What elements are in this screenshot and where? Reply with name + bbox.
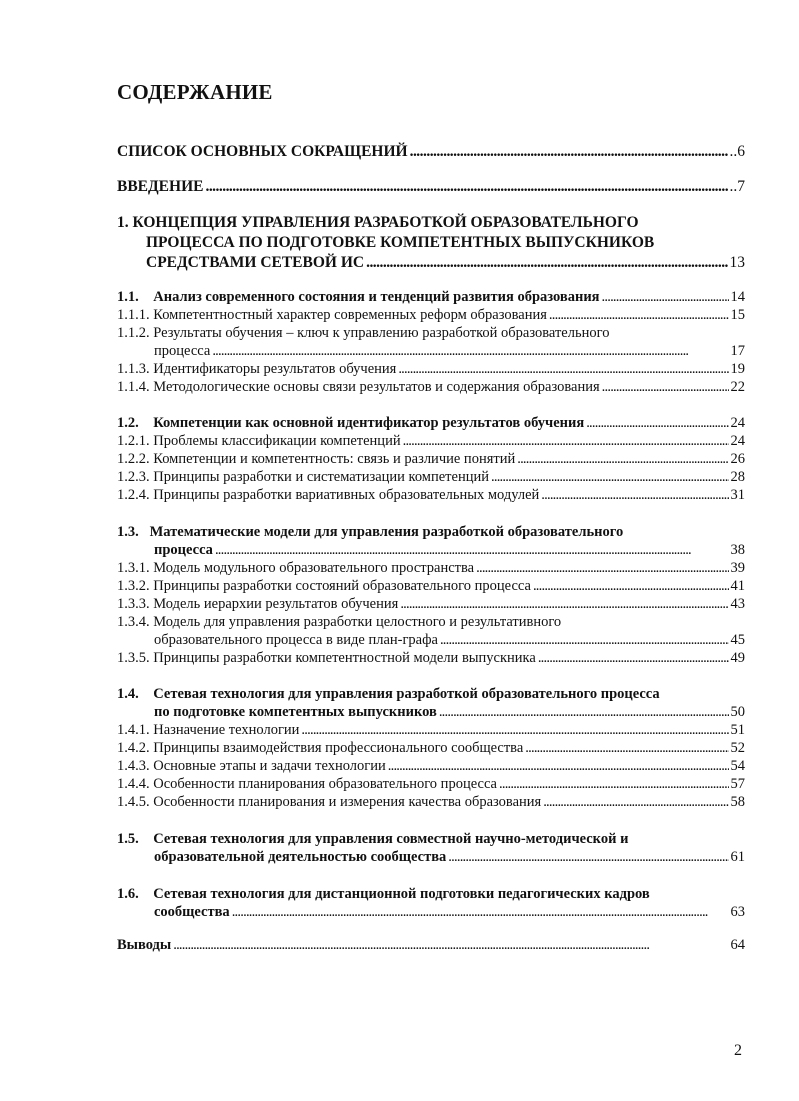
section-number: 1.2.	[117, 415, 139, 431]
toc-page-number: 49	[730, 650, 745, 666]
toc-page-number: 43	[730, 596, 745, 612]
leader-dots	[410, 143, 728, 161]
toc-entry-1-2[interactable]	[117, 414, 745, 432]
toc-entry-1-5[interactable]	[117, 830, 745, 866]
section-number: 1.6.	[117, 886, 139, 902]
toc-entry-1-1-1[interactable]	[117, 306, 745, 324]
leader-dots	[215, 541, 729, 559]
toc-page-number: 64	[730, 937, 745, 953]
toc-page-number: 50	[730, 704, 745, 720]
toc-entry-label: 1.2.3. Принципы разработки и систематизации компетенций	[117, 469, 489, 485]
toc-entry-1-4[interactable]	[117, 685, 745, 721]
toc-page-number: 58	[730, 794, 745, 810]
toc-entry-label-line2: сообщества	[154, 904, 230, 920]
section-number: 1.5.	[117, 831, 139, 847]
toc-section-number	[117, 414, 584, 432]
toc-entry-1-4-2[interactable]	[117, 739, 745, 757]
toc-page-number: 63	[730, 904, 745, 920]
toc-entry-label: 1.2.2. Компетенции и компетентность: связь и различие понятий	[117, 451, 516, 467]
leader-dots	[301, 721, 728, 739]
toc-entry-label-line1: 1.1.2. Результаты обучения – ключ к управлению разработкой образовательного	[117, 325, 610, 341]
toc-page-number: 22	[730, 379, 745, 395]
leader-dots	[476, 559, 728, 577]
toc-entry-1-3-1[interactable]	[117, 559, 745, 577]
toc-entry-label: ВВЕДЕНИЕ	[117, 178, 204, 195]
toc-page-number: 24	[730, 415, 745, 431]
toc-entry-1-1-3[interactable]	[117, 360, 745, 378]
leader-dots	[602, 288, 729, 306]
leader-dots	[586, 414, 728, 432]
toc-section-number	[117, 830, 628, 848]
toc-page-number: 26	[730, 451, 745, 467]
toc-entry-label: 1.4.4. Особенности планирования образовательного процесса	[117, 776, 497, 792]
leader-dots	[538, 649, 729, 667]
toc-page-number: 51	[730, 722, 745, 738]
toc-entry-label: СПИСОК ОСНОВНЫХ СОКРАЩЕНИЙ	[117, 143, 408, 160]
toc-entry-1-2-2[interactable]	[117, 450, 745, 468]
toc-entry-1-2-4[interactable]	[117, 486, 745, 504]
toc-entry-1-3-4[interactable]	[117, 613, 745, 649]
toc-section-number	[117, 288, 600, 306]
leader-dots	[439, 703, 729, 721]
toc-entry-label: 1.3.3. Модель иерархии результатов обучения	[117, 596, 399, 612]
page-number: 2	[734, 1042, 742, 1059]
leader-dots	[533, 577, 729, 595]
toc-entry-label-line2: по подготовке компетентных выпускников	[154, 704, 437, 720]
toc-page-number: 61	[730, 849, 745, 865]
leader-dots	[205, 178, 727, 196]
toc-entry-1-4-4[interactable]	[117, 775, 745, 793]
toc-entry-label-line2: процесса	[154, 343, 211, 359]
toc-entry-label-line2: образовательного процесса в виде план-графа	[154, 632, 438, 648]
toc-page-number: 39	[730, 560, 745, 576]
toc-page-number: 28	[730, 469, 745, 485]
toc-entry-label-line1: 1.3.4. Модель для управления разработки целостного и результативного	[117, 614, 562, 630]
leader-dots	[543, 793, 728, 811]
toc-page-number: 57	[730, 776, 745, 792]
toc-entry-1-3-5[interactable]	[117, 649, 745, 667]
toc-page-number: 54	[730, 758, 745, 774]
toc-entry-1-3-2[interactable]	[117, 577, 745, 595]
page-title: СОДЕРЖАНИЕ	[117, 80, 273, 104]
toc-entry-label-line2: образовательной деятельностью сообщества	[154, 849, 447, 865]
leader-dots	[491, 468, 729, 486]
toc-entry-label-line1: Математические модели для управления разработкой образовательного	[149, 524, 624, 540]
toc-entry-conclusions[interactable]	[117, 936, 745, 954]
leader-dots	[212, 342, 728, 360]
toc-entry-label: Анализ современного состояния и тенденций развития образования	[153, 289, 600, 305]
section-number: 1.3.	[117, 524, 139, 540]
toc-page-number: 24	[730, 433, 745, 449]
toc-entry-label: 1.4.2. Принципы взаимодействия профессионального сообщества	[117, 740, 524, 756]
toc-entry-1-1-4[interactable]	[117, 378, 745, 396]
toc-entry-label: Компетенции как основной идентификатор результатов обучения	[153, 415, 585, 431]
leader-dots	[499, 775, 729, 793]
toc-entry-label-line1: Сетевая технология для управления разработкой образовательного процесса	[153, 686, 660, 702]
toc-entry-1-4-1[interactable]	[117, 721, 745, 739]
toc-entry-1-3[interactable]	[117, 523, 745, 559]
toc-entry-introduction[interactable]	[117, 178, 745, 196]
toc-entry-abbreviations[interactable]	[117, 143, 745, 161]
toc-entry-label: 1.4.1. Назначение технологии	[117, 722, 300, 738]
leader-dots	[517, 450, 728, 468]
section-number: 1.4.	[117, 686, 139, 702]
toc-entry-label: Выводы	[117, 937, 172, 953]
toc-page-number: ..7	[729, 178, 745, 195]
toc-entry-label: 1.2.4. Принципы разработки вариативных образовательных модулей	[117, 487, 540, 503]
toc-entry-1-4-3[interactable]	[117, 757, 745, 775]
toc-page-number: 13	[729, 254, 745, 271]
leader-dots	[388, 757, 729, 775]
toc-page-number: 15	[730, 307, 745, 323]
toc-page-number: 31	[730, 487, 745, 503]
toc-page-number: 45	[730, 632, 745, 648]
leader-dots	[549, 306, 729, 324]
toc-section-number	[117, 523, 623, 541]
toc-page-number: ..6	[729, 143, 745, 160]
leader-dots	[398, 360, 728, 378]
toc-entry-label: 1.1.3. Идентификаторы результатов обучения	[117, 361, 397, 377]
toc-entry-label-line1: Сетевая технология для управления совместной научно-методической и	[153, 831, 629, 847]
toc-entry-1-1-2[interactable]	[117, 324, 745, 360]
toc-page-number: 41	[730, 578, 745, 594]
toc-entry-1-4-5[interactable]	[117, 793, 745, 811]
leader-dots	[525, 739, 728, 757]
section-number: 1.1.	[117, 289, 139, 305]
toc-entry-1-3-3[interactable]	[117, 595, 745, 613]
toc-entry-label: 1.3.1. Модель модульного образовательного пространства	[117, 560, 475, 576]
toc-entry-label: 1.2.1. Проблемы классификации компетенций	[117, 433, 401, 449]
leader-dots	[541, 486, 728, 504]
leader-dots	[232, 903, 729, 921]
leader-dots	[602, 378, 729, 396]
toc-entry-label: 1.3.5. Принципы разработки компетентностной модели выпускника	[117, 650, 536, 666]
toc-entry-label: 1.4.5. Особенности планирования и измерения качества образования	[117, 794, 542, 810]
toc-page-number: 19	[730, 361, 745, 377]
toc-entry-label-line2: ПРОЦЕССА ПО ПОДГОТОВКЕ КОМПЕТЕНТНЫХ ВЫПУСКНИКОВ	[146, 234, 655, 251]
toc-entry-label: 1.4.3. Основные этапы и задачи технологии	[117, 758, 386, 774]
leader-dots	[366, 253, 727, 273]
toc-section-number	[117, 885, 650, 903]
toc-entry-label: 1.1.1. Компетентностный характер современных реформ образования	[117, 307, 547, 323]
toc-page-number: 52	[730, 740, 745, 756]
toc-page-number: 17	[730, 343, 745, 359]
toc-entry-label-line1: Сетевая технология для дистанционной подготовки педагогических кадров	[153, 886, 650, 902]
leader-dots	[173, 936, 728, 954]
toc-entry-label: 1.3.2. Принципы разработки состояний образовательного процесса	[117, 578, 531, 594]
toc-page-number: 38	[730, 542, 745, 558]
toc-section-number	[117, 685, 660, 703]
leader-dots	[448, 848, 728, 866]
toc-entry-label-line2: процесса	[154, 542, 213, 558]
toc-entry-1-6[interactable]	[117, 885, 745, 921]
toc-entry-label: 1.1.4. Методологические основы связи результатов и содержания образования	[117, 379, 600, 395]
leader-dots	[403, 432, 729, 450]
leader-dots	[440, 631, 729, 649]
toc-page-number: 14	[730, 289, 745, 305]
toc-entry-1-2-3[interactable]	[117, 468, 745, 486]
toc-entry-label-line1: 1. КОНЦЕПЦИЯ УПРАВЛЕНИЯ РАЗРАБОТКОЙ ОБРАЗОВАТЕЛЬНОГО	[117, 214, 639, 231]
toc-entry-1-2-1[interactable]	[117, 432, 745, 450]
leader-dots	[400, 595, 728, 613]
toc-entry-chapter-1[interactable]	[117, 213, 745, 273]
toc-entry-label-line3: СРЕДСТВАМИ СЕТЕВОЙ ИС	[146, 254, 365, 271]
toc-entry-1-1[interactable]	[117, 288, 745, 306]
